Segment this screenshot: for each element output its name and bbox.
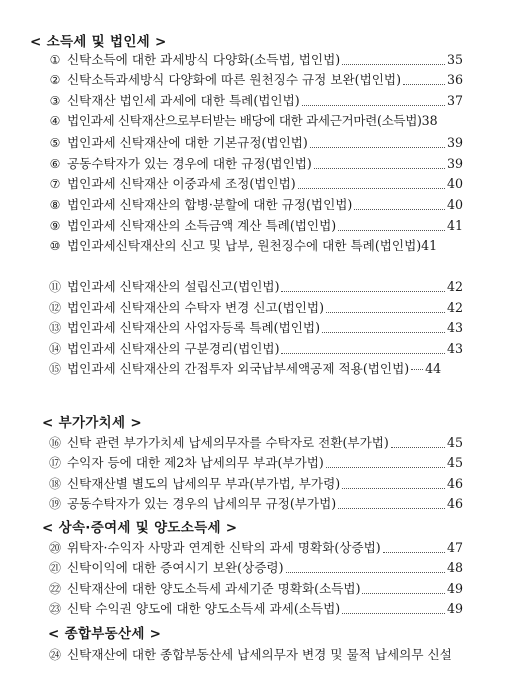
page-number: 48	[446, 560, 463, 575]
toc-item[interactable]	[48, 91, 463, 111]
page-number: 42	[446, 300, 463, 315]
toc-item[interactable]	[48, 216, 463, 236]
item-title: 수익자 등에 대한 제2차 납세의무 부과(부가법)	[67, 455, 324, 470]
item-number: ③	[49, 94, 61, 108]
page-number: 40	[446, 197, 463, 212]
item-number: ②	[49, 73, 61, 87]
item-number: ㉔	[48, 648, 61, 662]
item-title: 법인과세 신탁재산의 수탁자 변경 신고(법인법)	[67, 300, 324, 315]
page-number: 49	[446, 581, 463, 596]
item-title: 법인과세 신탁재산의 구분경리(법인법)	[67, 341, 280, 356]
dot-leader	[281, 272, 444, 292]
page-number: 47	[446, 540, 463, 555]
dot-leader	[310, 128, 445, 148]
item-title: 법인과세신탁재산의 신고 및 납부, 원천징수에 대한 특례(법인법)	[67, 238, 422, 253]
dot-leader	[362, 574, 444, 594]
page-number: 45	[446, 435, 463, 450]
dot-leader	[338, 489, 445, 509]
toc-item[interactable]	[48, 494, 463, 514]
section-title-inheritance-gift-transfer-tax: < 상속·증여세 및 양도소득세 >	[42, 520, 238, 536]
dot-leader	[298, 169, 445, 189]
item-title: 위탁자·수익자 사망과 연계한 신탁의 과세 명확화(상증법)	[67, 540, 381, 555]
item-title: 법인과세 신탁재산으로부터받는 배당에 대한 과세근거마련(소득법)	[67, 113, 422, 128]
dot-leader	[342, 45, 445, 65]
item-title: 신탁 관련 부가가치세 납세의무자를 수탁자로 전환(부가법)	[67, 435, 389, 450]
dot-leader	[342, 594, 445, 614]
page-number: 39	[446, 156, 463, 171]
page-number: 38	[421, 113, 438, 128]
page-number: 46	[446, 496, 463, 511]
item-title: 법인과세 신탁재산의 소득금액 계산 특례(법인법)	[67, 218, 337, 233]
toc-item[interactable]	[48, 359, 463, 379]
dot-leader	[322, 313, 445, 333]
dot-leader	[403, 65, 445, 85]
item-number: ⑦	[49, 177, 61, 191]
page-number: 46	[446, 476, 463, 491]
item-title: 신탁 수익권 양도에 대한 양도소득세 과세(소득법)	[67, 601, 341, 616]
item-number: ⑰	[48, 456, 61, 470]
dot-leader	[326, 448, 445, 468]
dot-leader	[342, 469, 445, 489]
item-title: 신탁재산 법인세 과세에 대한 특례(법인법)	[67, 93, 300, 108]
item-title: 법인과세 신탁재산의 사업자등록 특례(법인법)	[67, 320, 320, 335]
page-number: 40	[446, 176, 463, 191]
toc-item[interactable]	[48, 236, 463, 256]
item-number: ⑬	[48, 321, 61, 335]
page-number: 45	[446, 455, 463, 470]
dot-leader	[338, 211, 445, 231]
page-number: 41	[421, 238, 438, 253]
item-title: 법인과세 신탁재산의 간접투자 외국납부세액공제 적용(법인법)	[67, 361, 410, 376]
dot-leader	[383, 533, 445, 553]
item-number: ⑲	[48, 497, 61, 511]
item-number: ⑳	[48, 541, 61, 555]
item-number: ⑫	[48, 301, 61, 315]
page-number: 36	[446, 72, 463, 87]
page-number: 49	[446, 601, 463, 616]
dot-leader	[411, 369, 423, 370]
item-title: 신탁소득에 대한 과세방식 다양화(소득법, 법인법)	[67, 52, 341, 67]
toc-item[interactable]	[48, 50, 463, 70]
item-number: ①	[49, 53, 61, 67]
item-title: 법인과세 신탁재산의 합병·분할에 대한 규정(법인법)	[67, 197, 353, 212]
item-number: ⑭	[48, 342, 61, 356]
item-number: ④	[49, 114, 61, 128]
item-title: 법인과세 신탁재산 이중과세 조정(법인법)	[67, 176, 296, 191]
dot-leader	[302, 86, 445, 106]
section-title-comprehensive-real-estate-tax: < 종합부동산세 >	[48, 626, 162, 642]
item-title: 공동수탁자가 있는 경우에 대한 규정(법인법)	[67, 156, 312, 171]
dot-leader	[354, 190, 445, 210]
page-number: 43	[446, 320, 463, 335]
dot-leader	[326, 293, 445, 313]
dot-leader	[314, 149, 445, 169]
page-number: 43	[446, 341, 463, 356]
item-title: 신탁재산에 대한 종합부동산세 납세의무자 변경 및 물적 납세의무 신설	[67, 647, 452, 662]
item-title: 공동수탁자가 있는 경우의 납세의무 규정(부가법)	[67, 496, 337, 511]
item-number: ⑪	[48, 280, 61, 294]
dot-leader	[391, 428, 445, 448]
toc-item[interactable]	[48, 599, 463, 619]
item-title: 신탁재산에 대한 양도소득세 과세기준 명확화(소득법)	[67, 581, 361, 596]
item-title: 신탁재산별 별도의 납세의무 부과(부가법, 부가령)	[67, 476, 341, 491]
item-number: ⑯	[48, 436, 61, 450]
item-number: ⑱	[48, 477, 61, 491]
item-number: ⑧	[49, 198, 61, 212]
item-number: ⑥	[49, 157, 61, 171]
item-number: ⑮	[48, 362, 61, 376]
item-number: ⑩	[49, 239, 61, 253]
dot-leader	[281, 334, 444, 354]
page-number: 39	[446, 135, 463, 150]
item-title: 법인과세 신탁재산의 설립신고(법인법)	[67, 279, 280, 294]
page-number: 35	[446, 52, 463, 67]
item-number: ㉓	[48, 602, 61, 616]
item-title: 법인과세 신탁재산에 대한 기본규정(법인법)	[67, 135, 308, 150]
toc-item[interactable]	[48, 645, 463, 665]
page-number: 37	[446, 93, 463, 108]
page-number: 41	[446, 218, 463, 233]
page-number: 42	[446, 279, 463, 294]
item-number: ⑨	[49, 219, 61, 233]
item-number: ㉑	[48, 561, 61, 575]
item-title: 신탁소득과세방식 다양화에 따른 원천징수 규정 보완(법인법)	[67, 72, 401, 87]
page-number: 44	[425, 361, 442, 376]
toc-item[interactable]	[48, 339, 463, 359]
item-title: 신탁이익에 대한 증여시기 보완(상증령)	[67, 560, 284, 575]
item-number: ⑤	[49, 136, 61, 150]
item-number: ㉒	[48, 582, 61, 596]
section-title-vat: < 부가가치세 >	[42, 415, 142, 431]
dot-leader	[286, 553, 445, 573]
section-title-income-corporate-tax: < 소득세 및 법인세 >	[30, 34, 167, 50]
